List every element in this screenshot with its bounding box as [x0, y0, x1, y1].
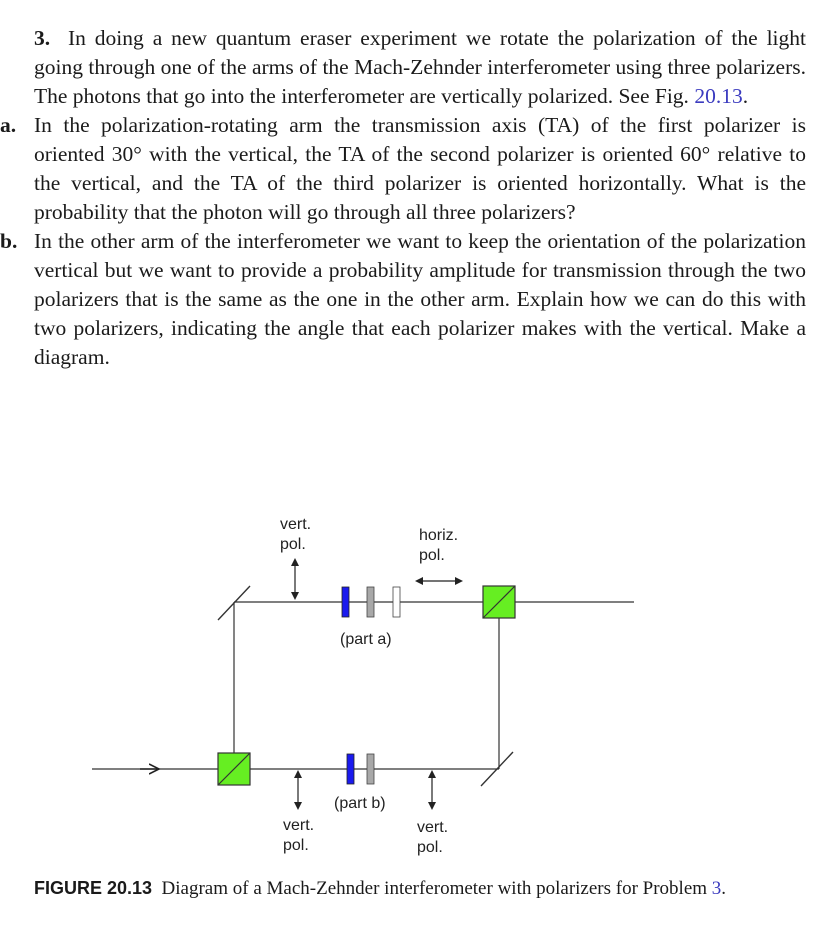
problem-statement — [0, 24, 807, 372]
part-a — [0, 111, 806, 227]
top-horiz-pol-line1: horiz. — [419, 527, 459, 544]
caption-end: . — [721, 878, 727, 899]
polarizer-a3-horizontal — [393, 587, 400, 617]
polarizer-a1-vertical — [342, 587, 349, 617]
part-b-label: b. — [0, 229, 18, 253]
bottom-right-vert-pol-line2: pol. — [417, 839, 443, 856]
problem-reference-link[interactable]: 3 — [711, 878, 722, 899]
output-beam-splitter — [483, 586, 515, 618]
part-b-label-figure: (part b) — [334, 795, 386, 812]
part-a-label-figure: (part a) — [340, 631, 392, 648]
bottom-right-vert-pol-label — [417, 818, 448, 858]
bottom-left-vert-pol-line2: pol. — [283, 837, 309, 854]
figure-caption — [34, 876, 802, 901]
top-horiz-pol-label — [419, 526, 458, 566]
top-vert-pol-line2: pol. — [280, 536, 306, 553]
problem-intro-end: . — [742, 84, 749, 108]
bottom-left-vert-pol-label — [283, 816, 314, 856]
problem-intro — [34, 24, 806, 111]
problem-intro-text: In doing a new quantum eraser experiment we rotate the polarization of the light going through one of the arms of the Mach-Zehnder interferometer using three polarizers. The photons that go into the interferometer are vertically polarized. See Fig. — [34, 26, 807, 108]
part-a-label: a. — [0, 113, 17, 137]
polarizer-b1-vertical — [347, 754, 354, 784]
part-b — [0, 227, 806, 372]
polarizer-b2 — [367, 754, 374, 784]
top-vert-pol-line1: vert. — [280, 516, 312, 533]
problem-number: 3. — [34, 26, 51, 50]
part-a-text: In the polarization-rotating arm the transmission axis (TA) of the first polarizer is oriented 30° with the vertical, the TA of the second polarizer is oriented 60° relative to the vertical, and the TA of the third polarizer is oriented horizontally. What is the probability that the photon will go through all three polarizers? — [34, 113, 806, 224]
input-beam-splitter — [218, 753, 250, 785]
bottom-right-vert-pol-line1: vert. — [417, 819, 449, 836]
top-horiz-pol-line2: pol. — [419, 547, 445, 564]
part-b-text: In the other arm of the interferometer we want to keep the orientation of the polarization vertical but we want to provide a probability amplitude for transmission through the two polarizers that is the same as the one in the other arm. Explain how we can do this with two polarizers, indicating the angle that each polarizer makes with the vertical. Make a diagram. — [34, 229, 806, 369]
figure-reference-link[interactable]: 20.13 — [694, 84, 743, 108]
top-vert-pol-label — [280, 515, 311, 555]
polarizer-a2 — [367, 587, 374, 617]
mach-zehnder-figure — [80, 510, 660, 860]
caption-text: Diagram of a Mach-Zehnder interferometer with polarizers for Problem — [161, 878, 708, 899]
bottom-left-vert-pol-line1: vert. — [283, 817, 315, 834]
figure-number: FIGURE 20.13 — [34, 878, 153, 898]
